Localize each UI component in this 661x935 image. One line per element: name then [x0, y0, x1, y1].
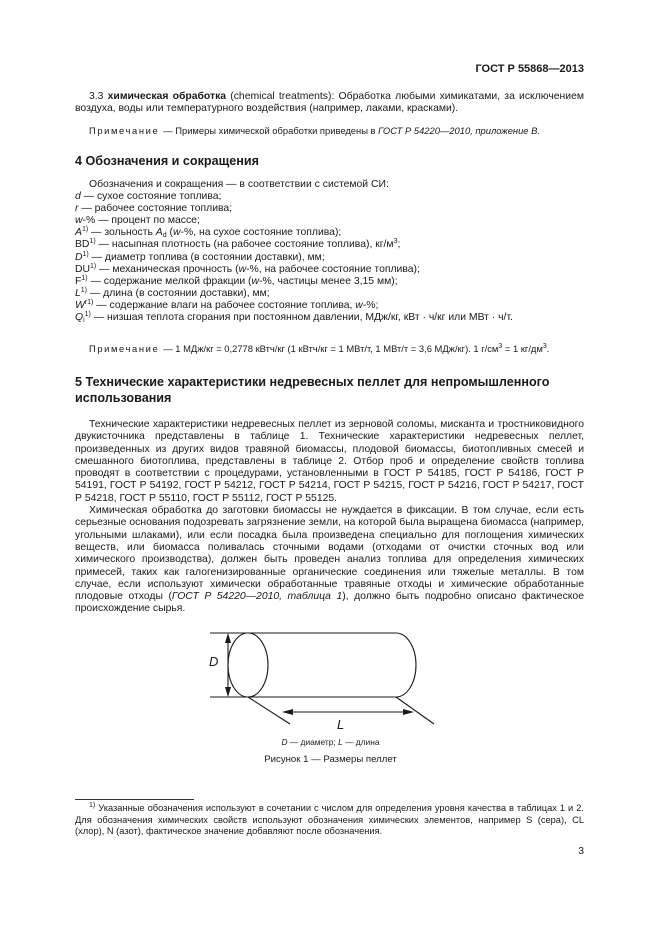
- arrow-head: [225, 687, 231, 697]
- note-label: Примечание: [89, 343, 160, 354]
- figure-caption: Рисунок 1 — Размеры пеллет: [264, 754, 397, 765]
- symbol-item: $L^{1)}$ — длина (в состоянии доставки), мм;: [75, 286, 270, 299]
- standard-number: ГОСТ Р 55868—2013: [475, 63, 584, 75]
- section-heading: 5 Технические характеристики недревесных пеллет для непромышленного использования: [75, 375, 550, 405]
- extension-line: [396, 697, 434, 724]
- arrow-head: [282, 709, 293, 715]
- footnote-separator: [75, 799, 194, 800]
- section-heading: 4 Обозначения и сокращения: [75, 154, 259, 168]
- symbols-intro: Обозначения и сокращения — в соответствии с системой СИ:: [89, 179, 389, 190]
- symbol-item: BD$^{1)}$ — насыпная плотность (на рабочее состояние топлива), $кг/м^3$;: [75, 238, 401, 251]
- paragraph: Химическая обработка до заготовки биомассы не нуждается в фиксации. В том случае, если есть серьезные основания подозревать загрязнение земли, на которой была выращена биомасса (например, угольными шлаками), или если посадка была произведена специально для поглощения химических веществ, или биомасса поливалась сточными водами (отходами от очистки сточных вод или химического производства), должен быть проведен анализ топлива для определения химических примесей, таких как галогенизированные органические соединения или тяжелые металлы. В том случае, если используют химически обработанные травяные отходы и химические обработанные плодовые отходы (ГОСТ Р 54220—2010, таблица 1), должно быть подробно описано фактическое происхождение сырья.: [75, 505, 584, 615]
- section-5-heading: [75, 374, 584, 406]
- symbol-item: $A^{1)}$ — зольность $A_d$ (w-%, на сухое состояние топлива);: [75, 226, 342, 240]
- page-number: 3: [578, 846, 584, 857]
- symbol-item: $D^{1)}$ — диаметр топлива (в состоянии доставки), мм;: [75, 250, 325, 263]
- footnote: $^{1)}$ Указанные обозначения используют в сочетании с числом для определения уровня качества в таблицах 1 и 2. Для обозначения химических свойств используют обозначения химических элементов, например S (сера), CL (хлор), N (азот), фактическое значение добавляют после обозначения.: [75, 802, 584, 837]
- section-5-body: [75, 419, 584, 616]
- arrow-head: [225, 633, 231, 643]
- symbol-item: $W^{r1)}$ — содержание влаги на рабочее состояние топлива, w-%;: [75, 298, 379, 311]
- note-section-4: Примечание — 1 МДж/кг = 0,2778 кВтч/кг (1 кВтч/кг = 1 МВт/т, 1 МВт/т = 3,6 МДж/кг). 1 $г/см^3 = 1$ $кг/дм^3$.: [89, 343, 550, 354]
- note-label: Примечание: [89, 125, 160, 136]
- pellet-dimensions-figure: [200, 624, 440, 739]
- length-label: L: [337, 717, 345, 732]
- definition-paragraph: 3.3 химическая обработка (chemical treatments): Обработка любыми химикатами, за исключением воздуха, воды или температурного воздействия (например, лаками, красками).: [75, 91, 584, 115]
- symbol-item: d — сухое состояние топлива;: [75, 191, 222, 203]
- definition-3-3: [75, 91, 584, 116]
- defined-term: химическая обработка: [107, 91, 227, 102]
- symbol-item: w-% — процент по массе;: [75, 215, 200, 227]
- figure-legend: D — диаметр; L — длина: [281, 737, 380, 747]
- reference: ГОСТ Р 54220—2010, приложение В: [378, 125, 538, 136]
- cylinder-front-face: [228, 633, 268, 697]
- arrow-head: [403, 709, 414, 715]
- symbol-item: $F^{1)}$ — содержание мелкой фракции (w-%, частицы менее 3,15 мм);: [75, 274, 398, 287]
- section-4-heading: [75, 153, 584, 169]
- extension-line: [248, 697, 290, 724]
- note-3-3: Примечание — Примеры химической обработки приведены в ГОСТ Р 54220—2010, приложение В.: [89, 125, 540, 136]
- paragraph: Технические характеристики недревесных пеллет из зерновой соломы, мисканта и тростниковидного двукисточника представлены в таблице 1. Технические характеристики недревесных пеллет, произведенных из других видов травяной биомассы, плодовой биомассы, биотопливных смесей и смешанного биотоплива, представлены в таблице 2. Отбор проб и определение свойств топлива проводят в соответствии с процедурами, установленными в ГОСТ Р 54185, ГОСТ Р 54186, ГОСТ Р 54191, ГОСТ Р 54192, ГОСТ Р 54212, ГОСТ Р 54214, ГОСТ Р 54215, ГОСТ Р 54216, ГОСТ Р 54217, ГОСТ Р 54218, ГОСТ Р 55110, ГОСТ Р 55112, ГОСТ Р 55125.: [75, 419, 584, 504]
- symbol-item: $Q_i^{1)}$ — низшая теплота сгорания при постоянном давлении, МДж/кг, кВт · ч/кг или МВт · ч/т.: [75, 311, 513, 325]
- cylinder-body: [248, 633, 416, 697]
- symbols-list: [75, 179, 584, 324]
- symbol-item: r — рабочее состояние топлива;: [75, 203, 233, 215]
- footnote-mark: 1): [89, 802, 96, 809]
- diameter-label: D: [209, 654, 219, 669]
- symbol-item: DU$^{1)}$ — механическая прочность (w-%, на рабочее состояние топлива);: [75, 262, 420, 275]
- reference: ГОСТ Р 54220—2010, таблица 1: [171, 591, 343, 603]
